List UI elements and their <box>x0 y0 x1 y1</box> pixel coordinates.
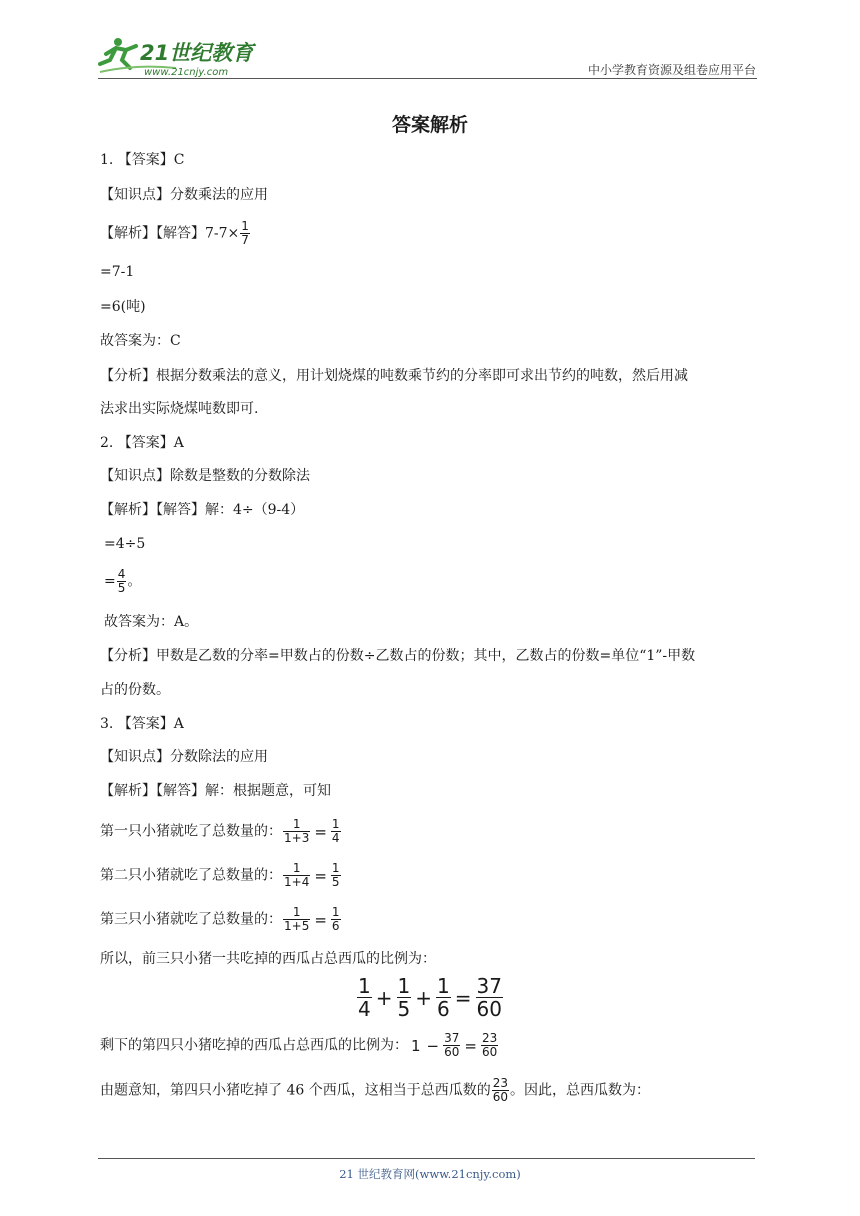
q1-analysis-text: 【解析】【解答】7-7× <box>100 225 240 242</box>
fraction: $\frac{1}{7}$ <box>241 219 249 247</box>
fraction: $\frac{4}{5}$ <box>117 567 126 595</box>
fraction: $\frac{1}{1+4}$ <box>284 861 310 889</box>
q1-step-1: =7-1 <box>100 264 135 280</box>
q1-fenxi-line-2: 法求出实际烧煤吨数即可. <box>100 401 259 417</box>
sum-equation: $\frac{1}{4}$ + $\frac{1}{5}$ + $\frac{1}{6}$ = $\frac{37}{60}$ <box>358 974 502 1021</box>
fraction: $\frac{1}{4}$ <box>331 817 340 845</box>
logo-brand: 21世纪教育 <box>140 41 254 65</box>
footer-text: 21 世纪教育网(www.21cnjy.com) <box>339 1167 521 1181</box>
fraction: $\frac{37}{60}$ <box>444 1031 460 1059</box>
q1-knowledge: 【知识点】分数乘法的应用 <box>100 187 268 203</box>
q1-analysis <box>100 220 251 247</box>
q1-step-2: =6(吨) <box>100 299 146 315</box>
q3-remain: 剩下的第四只小猪吃掉的西瓜占总西瓜的比例为： 1 − $\frac{37}{60}$ = $\frac{23}{60}$ <box>100 1031 498 1059</box>
site-logo <box>96 34 266 80</box>
q1-answer: 1. 【答案】C <box>100 152 185 168</box>
q2-step-1: =4÷5 <box>104 536 146 552</box>
q2-analysis: 【解析】【解答】解：4÷（9-4） <box>100 502 305 518</box>
fraction: $\frac{1}{6}$ <box>331 905 340 933</box>
q3-pig-2: 第二只小猪就吃了总数量的： $\frac{1}{1+4}$ = $\frac{1}{5}$ <box>100 861 340 889</box>
header-divider <box>98 78 757 79</box>
fraction: $\frac{23}{60}$ <box>492 1076 508 1104</box>
logo-url: www.21cnjy.com <box>144 67 229 78</box>
q3-last: 由题意知，第四只小猪吃掉了 46 个西瓜，这相当于总西瓜数的 $\frac{23}{60}$ 。因此，总西瓜数为： <box>100 1076 650 1104</box>
footer-divider <box>98 1158 755 1159</box>
fraction: $\frac{1}{1+5}$ <box>284 905 310 933</box>
page-title: 答案解析 <box>391 114 468 136</box>
q1-fenxi-line-1: 【分析】根据分数乘法的意义，用计划烧煤的吨数乘节约的分率即可求出节约的吨数，然后用减 <box>100 368 688 384</box>
fraction: $\frac{1}{1+3}$ <box>284 817 310 845</box>
fraction: $\frac{23}{60}$ <box>481 1031 498 1059</box>
q3-knowledge: 【知识点】分数除法的应用 <box>100 749 268 765</box>
q3-pig-3: 第三只小猪就吃了总数量的： $\frac{1}{1+5}$ = $\frac{1}{6}$ <box>100 905 340 933</box>
q2-step-2: = $\frac{4}{5}$ 。 <box>104 567 142 595</box>
q2-fenxi-line-2: 占的份数。 <box>100 682 170 698</box>
q2-conclusion: 故答案为：A。 <box>104 614 199 630</box>
q2-knowledge: 【知识点】除数是整数的分数除法 <box>100 468 310 484</box>
platform-name: 中小学教育资源及组卷应用平台 <box>587 63 756 77</box>
fraction: $\frac{1}{5}$ <box>331 861 340 889</box>
q3-answer: 3. 【答案】A <box>100 716 184 732</box>
q3-pig-1: 第一只小猪就吃了总数量的： $\frac{1}{1+3}$ = $\frac{1}{4}$ <box>100 817 340 845</box>
fraction: $\frac{1}{5}$ <box>397 974 411 1021</box>
q3-so: 所以，前三只小猪一共吃掉的西瓜占总西瓜的比例为： <box>100 951 436 967</box>
q2-answer: 2. 【答案】A <box>100 435 184 451</box>
fraction: $\frac{37}{60}$ <box>476 974 502 1021</box>
q1-conclusion: 故答案为：C <box>100 333 181 349</box>
q2-fenxi-line-1: 【分析】甲数是乙数的分率=甲数占的份数÷乙数占的份数；其中，乙数占的份数=单位“1”-甲数 <box>100 648 696 664</box>
q3-analysis: 【解析】【解答】解：根据题意，可知 <box>100 783 331 799</box>
fraction: $\frac{1}{4}$ <box>358 974 371 1021</box>
fraction: $\frac{1}{6}$ <box>437 974 450 1021</box>
